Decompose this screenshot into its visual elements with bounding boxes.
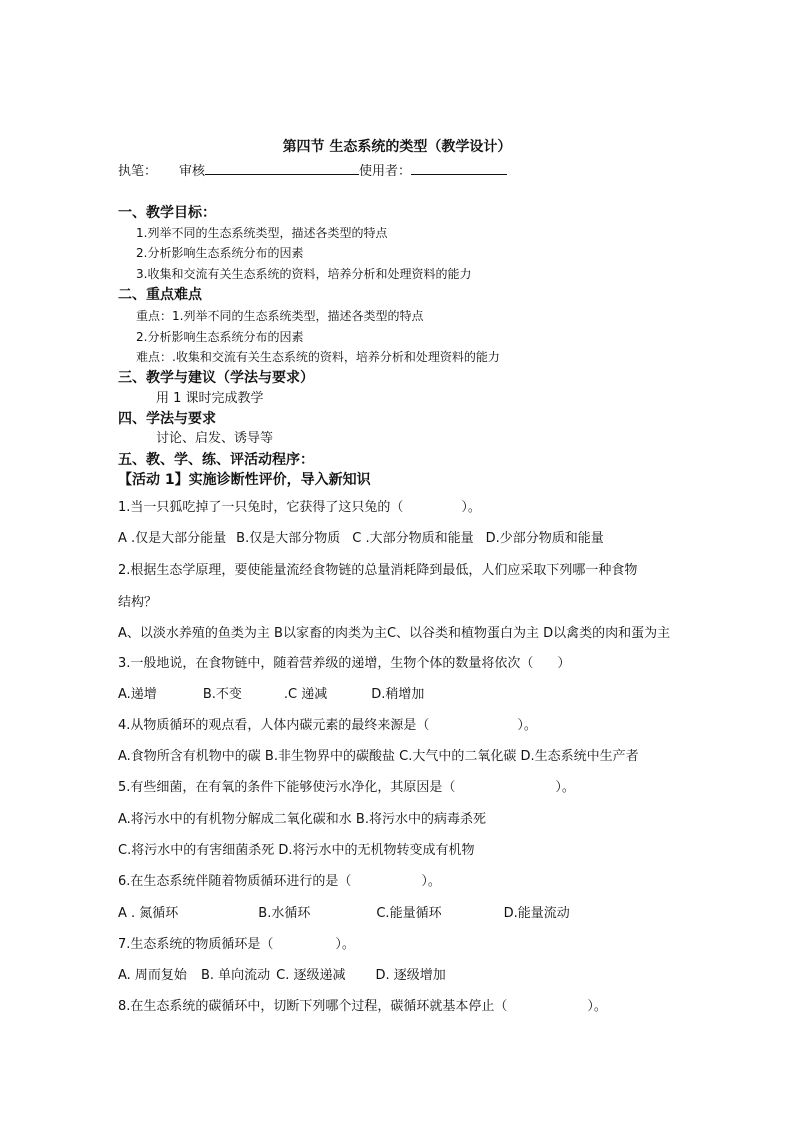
question-stem: 3.一般地说，在食物链中，随着营养级的递增，生物个体的数量将依次（: [118, 656, 534, 671]
review-label: 审核: [179, 164, 206, 179]
keypoint-item: 难点：.收集和交流有关生态系统的资料，培养分析和处理资料的能力: [136, 350, 500, 364]
question-end: ）: [557, 656, 571, 671]
question-stem: 5.有些细菌，在有氧的条件下能够使污水净化，其原因是（: [118, 780, 456, 795]
option: D. 逐级增加: [375, 968, 446, 983]
review-blank: [205, 162, 359, 175]
keypoint-item: 重点：1.列举不同的生态系统类型，描述各类型的特点: [136, 309, 424, 323]
section-heading-1: 一、教学目标：: [118, 205, 216, 221]
option: B.水循环: [258, 906, 311, 921]
question-6-options: [118, 906, 570, 922]
question-4: [118, 718, 537, 734]
question-stem: 1.当一只狐吃掉了一只兔时，它获得了这只兔的（: [118, 500, 404, 515]
question-end: ）。: [555, 780, 575, 795]
objective-item: 1.列举不同的生态系统类型，描述各类型的特点: [136, 226, 388, 240]
question-stem: 4.从物质循环的观点看，人体内碳元素的最终来源是（: [118, 718, 430, 733]
question-6: [118, 874, 441, 890]
question-2-cont: 结构？: [118, 595, 158, 610]
option: A .仅是大部分能量: [118, 531, 227, 546]
question-end: ）。: [587, 999, 607, 1014]
section-text-4: 讨论、启发、诱导等: [156, 431, 274, 446]
section-heading-5: 五、教、学、练、评活动程序：: [118, 452, 314, 468]
question-7-options: [118, 968, 446, 984]
option: D.能量流动: [503, 906, 570, 921]
option: A.递增: [118, 687, 157, 702]
section-heading-4: 四、学法与要求: [118, 411, 216, 427]
option: A. 周而复始: [118, 968, 187, 983]
meta-line: [118, 162, 507, 180]
option: B.不变: [202, 687, 242, 702]
option: C. 逐级递减: [276, 968, 346, 983]
question-end: ）。: [335, 937, 355, 952]
keypoint-item: 2.分析影响生态系统分布的因素: [136, 330, 304, 344]
option: B.仅是大部分物质: [236, 531, 341, 546]
question-1-options: [118, 531, 604, 547]
question-stem: 6.在生态系统伴随着物质循环进行的是（: [118, 874, 352, 889]
question-stem: 7.生态系统的物质循环是（: [118, 937, 274, 952]
question-end: ）。: [517, 718, 537, 733]
option: D.少部分物质和能量: [485, 531, 604, 546]
option: C.能量循环: [376, 906, 442, 921]
section-heading-3: 三、教学与建议（学法与要求）: [118, 370, 314, 386]
question-4-options: A.食物所含有机物中的碳 B.非生物界中的碳酸盐 C.大气中的二氧化碳 D.生态系统中生产者: [118, 749, 639, 764]
option: A . 氮循环: [118, 906, 179, 921]
question-5-options-a: A.将污水中的有机物分解成二氧化碳和水 B.将污水中的病毒杀死: [118, 812, 486, 827]
objective-item: 2.分析影响生态系统分布的因素: [136, 246, 304, 260]
question-end: ）。: [461, 500, 481, 515]
option: C .大部分物质和能量: [352, 531, 474, 546]
activity-heading: 【活动 1】实施诊断性评价，导入新知识: [118, 472, 371, 488]
question-end: ）。: [421, 874, 441, 889]
section-heading-2: 二、重点难点: [118, 287, 202, 303]
question-3-options: [118, 687, 424, 703]
question-3: [118, 656, 570, 672]
author-label: 执笔：: [118, 164, 158, 179]
user-blank: [411, 162, 507, 175]
question-7: [118, 937, 355, 953]
question-5-options-b: C.将污水中的有害细菌杀死 D.将污水中的无机物转变成有机物: [118, 843, 475, 858]
option: .C 递减: [283, 687, 328, 702]
question-stem: 8.在生态系统的碳循环中，切断下列哪个过程，碳循环就基本停止（: [118, 999, 508, 1014]
page-title: 第四节 生态系统的类型（教学设计）: [282, 139, 512, 155]
question-5: [118, 780, 575, 796]
objective-item: 3.收集和交流有关生态系统的资料，培养分析和处理资料的能力: [136, 267, 472, 281]
option: B. 单向流动: [200, 968, 271, 983]
user-label: 使用者：: [359, 164, 412, 179]
question-8: [118, 999, 607, 1015]
question-2-options: A、以淡水养殖的鱼类为主 B以家畜的肉类为主C、以谷类和植物蛋白为主 D以禽类的肉和蛋为主: [118, 626, 671, 641]
question-2: 2.根据生态学原理，要使能量流经食物链的总量消耗降到最低，人们应采取下列哪一种食物: [118, 563, 638, 578]
option: D.稍增加: [371, 687, 425, 702]
question-1: [118, 500, 481, 516]
section-text-3: 用 1 课时完成教学: [156, 391, 264, 406]
